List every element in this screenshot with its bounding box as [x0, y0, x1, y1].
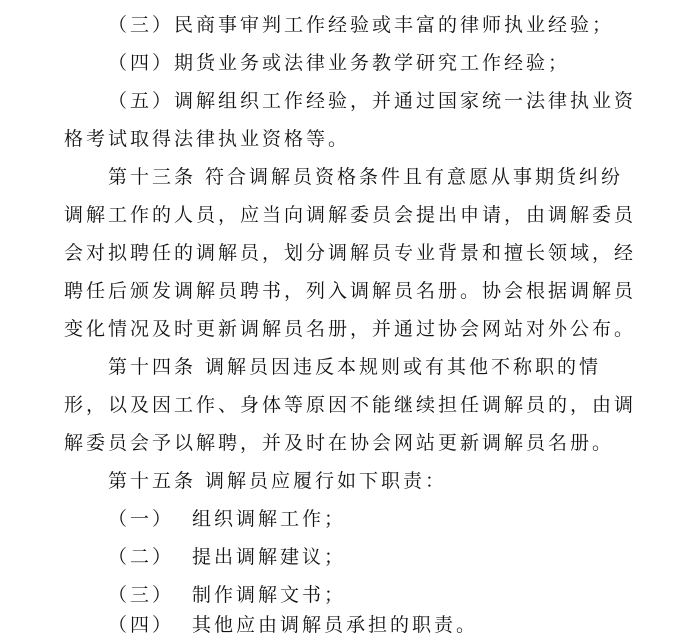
- duty-text: 其他应由调解员承担的职责。: [192, 614, 479, 636]
- article-13-line-2: 调解工作的人员，应当向调解委员会提出申请，由调解委员: [64, 204, 637, 226]
- duty-item: [108, 506, 346, 532]
- article-13-line-1: 第十三条 符合调解员资格条件且有意愿从事期货纠纷: [108, 166, 624, 188]
- duty-item: [108, 582, 346, 608]
- duty-number: （三）: [108, 584, 175, 606]
- duty-number: （二）: [108, 546, 175, 568]
- item-five-continued: 格考试取得法律执业资格等。: [64, 128, 351, 150]
- article-14-line-3: 解委员会予以解聘，并及时在协会网站更新调解员名册。: [64, 432, 615, 454]
- duty-item: [108, 544, 346, 570]
- item-five: （五）调解组织工作经验，并通过国家统一法律执业资: [108, 90, 637, 112]
- article-13-line-5: 变化情况及时更新调解员名册，并通过协会网站对外公布。: [64, 318, 637, 340]
- duty-text: 制作调解文书；: [192, 584, 347, 606]
- duty-item: [108, 612, 478, 638]
- article-15-heading: 第十五条 调解员应履行如下职责：: [108, 470, 448, 492]
- article-14-line-2: 形，以及因工作、身体等原因不能继续担任调解员的，由调: [64, 394, 637, 416]
- article-13-line-3: 会对拟聘任的调解员，划分调解员专业背景和擅长领域，经: [64, 242, 637, 264]
- duty-text: 提出调解建议；: [192, 546, 347, 568]
- duty-number: （一）: [108, 508, 175, 530]
- article-14-line-1: 第十四条 调解员因违反本规则或有其他不称职的情: [108, 356, 602, 378]
- duty-text: 组织调解工作；: [192, 508, 347, 530]
- article-13-line-4: 聘任后颁发调解员聘书，列入调解员名册。协会根据调解员: [64, 280, 637, 302]
- item-three: （三）民商事审判工作经验或丰富的律师执业经验；: [108, 14, 615, 36]
- item-four: （四）期货业务或法律业务教学研究工作经验；: [108, 52, 571, 74]
- duty-number: （四）: [108, 614, 175, 636]
